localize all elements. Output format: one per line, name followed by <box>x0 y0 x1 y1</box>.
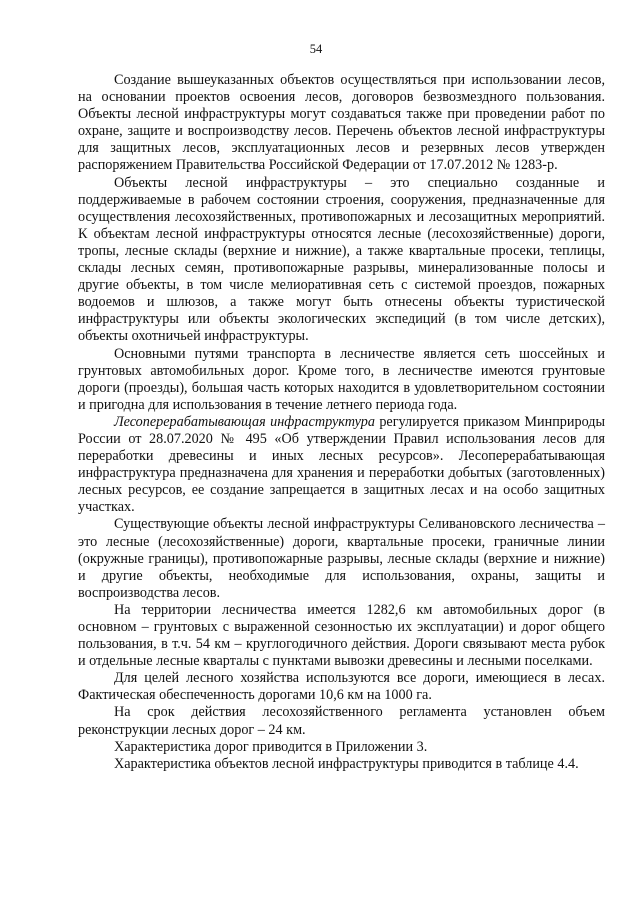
paragraph-transport-routes: Основными путями транспорта в лесничестве является сеть шоссейных и грунтовых автомобильных дорог. Кроме того, в лесничестве имеются грунтовые дороги (проезды), большая часть которых находится в удовлетворительном состоянии и пригодна для использования в течение летнего периода года. <box>78 345 605 413</box>
processing-infrastructure-text: регулируется приказом Минприроды России от 28.07.2020 № 495 «Об утверждении Правил использования лесов для переработки древесины и иных лесных ресурсов». Лесоперерабатывающая инфраструктура предназначена для хранения и переработки добытых (заготовленных) лесных ресурсов, ее создание запрещается в защитных лесах и на особо защитных участках. <box>78 413 606 516</box>
paragraph-processing-infrastructure <box>78 414 605 517</box>
paragraph-road-density: Для целей лесного хозяйства используются все дороги, имеющиеся в лесах. Фактическая обеспеченность дорогами 10,6 км на 1000 га. <box>78 670 605 704</box>
processing-infrastructure-term: Лесоперерабатывающая инфраструктура <box>114 413 375 430</box>
paragraph-creation-of-objects: Создание вышеуказанных объектов осуществляться при использовании лесов, на основании проектов освоения лесов, договоров безвозмездного пользования. Объекты лесной инфраструктуры могут создаваться также при проведении работ по охране, защите и воспроизводству лесов. Перечень объектов лесной инфраструктуры для защитных лесов, эксплуатационных лесов и резервных лесов утвержден распоряжением Правительства Российской Федерации от 17.07.2012 № 1283-р. <box>78 72 605 174</box>
paragraph-table-reference: Характеристика объектов лесной инфраструктуры приводится в таблице 4.4. <box>114 755 579 772</box>
paragraph-existing-objects: Существующие объекты лесной инфраструктуры Селивановского лесничества – это лесные (лесохозяйственные) дороги, квартальные просеки, граничные линии (окружные границы), противопожарные разрывы, лесные склады (верхние и нижние) и другие объекты, необходимые для использования, охраны, защиты и воспроизводства лесов. <box>78 516 605 601</box>
paragraph-roads-appendix: Характеристика дорог приводится в Приложении 3. <box>114 738 428 755</box>
paragraph-road-reconstruction: На срок действия лесохозяйственного регламента установлен объем реконструкции лесных дорог – 24 км. <box>78 704 605 738</box>
document-body <box>78 72 605 773</box>
page-number: 54 <box>309 42 323 56</box>
paragraph-roads-total: На территории лесничества имеется 1282,6 км автомобильных дорог (в основном – грунтовых с выраженной сезонностью их эксплуатации) и дорог общего пользования, в т.ч. 54 км – круглогодичного действия. Дороги связывают места рубок и отдельные лесные кварталы с пунктами вывозки древесины и лесными поселками. <box>78 601 605 670</box>
paragraph-infrastructure-definition: Объекты лесной инфраструктуры – это специально созданные и поддерживаемые в рабочем состоянии строения, сооружения, предназначенные для осуществления лесохозяйственных, противопожарных и лесозащитных мероприятий. К объектам лесной инфраструктуры относятся лесные (лесохозяйственные) дороги, тропы, лесные склады (верхние и нижние), а также квартальные просеки, теплицы, склады лесных семян, противопожарные разрывы, минерализованные полосы и другие объекты, в том числе мелиоративная сеть с системой проездов, пожарных водоемов и шлюзов, а также могут быть отнесены объекты туристической инфраструктуры или объекты экологических экспедиций (в том числе детских), объекты охотничьей инфраструктуры. <box>78 174 605 345</box>
